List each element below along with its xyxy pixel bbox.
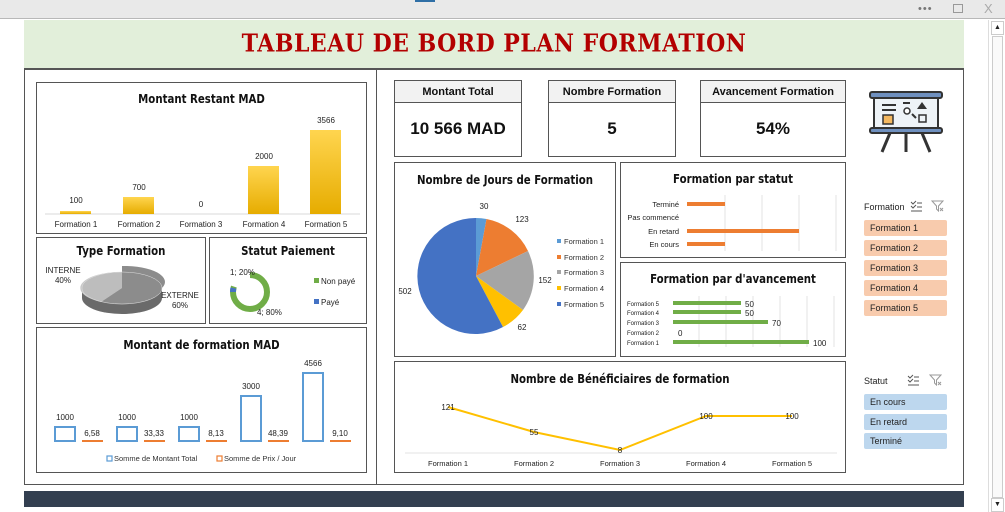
svg-text:121: 121 bbox=[441, 403, 455, 412]
svg-text:3566: 3566 bbox=[317, 116, 335, 125]
svg-text:Formation 1: Formation 1 bbox=[627, 341, 660, 347]
svg-text:EXTERNE: EXTERNE bbox=[161, 291, 199, 300]
svg-text:502: 502 bbox=[398, 287, 412, 296]
svg-text:1000: 1000 bbox=[118, 413, 136, 422]
active-tab-indicator[interactable] bbox=[415, 0, 435, 2]
svg-text:Formation 5: Formation 5 bbox=[304, 220, 348, 229]
svg-text:62: 62 bbox=[517, 323, 527, 332]
svg-text:Formation 2: Formation 2 bbox=[117, 220, 161, 229]
slicer-item-termine[interactable]: Terminé bbox=[864, 433, 947, 449]
svg-text:55: 55 bbox=[529, 428, 539, 437]
chart-title: Nombre de Jours de Formation bbox=[417, 173, 593, 187]
svg-text:Formation 4: Formation 4 bbox=[242, 220, 286, 229]
svg-text:100: 100 bbox=[699, 412, 713, 421]
chart-title: Formation par statut bbox=[673, 172, 793, 186]
kpi-value: 10 566 MAD bbox=[410, 119, 506, 138]
scroll-up-arrow-icon[interactable]: ▲ bbox=[991, 21, 1004, 35]
horizontal-bar-chart bbox=[621, 163, 847, 259]
svg-text:Somme de Montant Total: Somme de Montant Total bbox=[114, 454, 198, 463]
clear-filter-icon[interactable] bbox=[929, 374, 942, 386]
svg-text:100: 100 bbox=[785, 412, 799, 421]
svg-text:4566: 4566 bbox=[304, 359, 322, 368]
pie-3d-chart bbox=[37, 238, 207, 325]
slicer-statut-title: Statut bbox=[864, 376, 888, 386]
svg-text:9,10: 9,10 bbox=[332, 429, 348, 438]
slicer-item-formation-1[interactable]: Formation 1 bbox=[864, 220, 947, 236]
svg-text:48,39: 48,39 bbox=[267, 429, 289, 438]
chart-title: Montant de formation MAD bbox=[123, 338, 280, 352]
svg-text:Terminé: Terminé bbox=[652, 200, 679, 209]
kpi-value: 54% bbox=[755, 119, 791, 138]
window-titlebar bbox=[0, 0, 1005, 19]
kpi-label: Nombre Formation bbox=[549, 81, 675, 103]
svg-text:Formation 2: Formation 2 bbox=[513, 459, 555, 468]
chart-statut-paiement[interactable] bbox=[209, 237, 367, 324]
chart-title: Montant Restant MAD bbox=[138, 92, 265, 106]
svg-text:0: 0 bbox=[198, 200, 204, 209]
svg-text:123: 123 bbox=[515, 215, 529, 224]
svg-text:Formation 5: Formation 5 bbox=[627, 302, 660, 308]
svg-text:1; 20%: 1; 20% bbox=[230, 268, 255, 277]
svg-text:0: 0 bbox=[678, 329, 683, 338]
divider bbox=[376, 70, 377, 485]
chart-montant-restant[interactable] bbox=[36, 82, 367, 234]
clustered-bar-chart bbox=[37, 328, 368, 474]
svg-text:Formation 5: Formation 5 bbox=[771, 459, 813, 468]
chart-title: Formation par d'avancement bbox=[650, 272, 816, 286]
close-window-button[interactable]: X bbox=[984, 1, 993, 16]
svg-text:8: 8 bbox=[617, 446, 623, 455]
scrollbar-track[interactable] bbox=[992, 36, 1003, 498]
vertical-scrollbar[interactable] bbox=[988, 20, 1005, 512]
scroll-down-arrow-icon[interactable]: ▼ bbox=[991, 498, 1004, 512]
chart-formation-par-avancement[interactable] bbox=[620, 262, 846, 357]
svg-text:Formation 3: Formation 3 bbox=[179, 220, 223, 229]
svg-text:6,58: 6,58 bbox=[84, 429, 100, 438]
kpi-nombre-formation bbox=[548, 80, 676, 157]
chart-title: Type Formation bbox=[76, 244, 166, 258]
svg-text:Non payé: Non payé bbox=[321, 277, 356, 286]
svg-text:Payé: Payé bbox=[321, 298, 340, 307]
svg-text:152: 152 bbox=[538, 276, 552, 285]
kpi-label: Montant Total bbox=[395, 81, 521, 103]
multi-select-icon[interactable] bbox=[910, 200, 923, 212]
multi-select-icon[interactable] bbox=[907, 374, 920, 386]
svg-text:3000: 3000 bbox=[242, 382, 260, 391]
kpi-avancement-formation bbox=[700, 80, 846, 157]
svg-text:Formation 5: Formation 5 bbox=[564, 300, 605, 309]
slicer-item-formation-4[interactable]: Formation 4 bbox=[864, 280, 947, 296]
svg-text:60%: 60% bbox=[171, 301, 189, 310]
line-chart bbox=[395, 362, 847, 474]
kpi-value: 5 bbox=[607, 119, 617, 138]
chart-jours-formation[interactable] bbox=[394, 162, 616, 357]
svg-text:Formation 1: Formation 1 bbox=[427, 459, 469, 468]
svg-text:En retard: En retard bbox=[648, 227, 679, 236]
svg-text:700: 700 bbox=[132, 183, 146, 192]
chart-title: Nombre de Bénéficiaires de formation bbox=[510, 372, 730, 386]
chart-beneficiaires[interactable] bbox=[394, 361, 846, 473]
slicer-item-formation-5[interactable]: Formation 5 bbox=[864, 300, 947, 316]
slicer-item-en-retard[interactable]: En retard bbox=[864, 414, 947, 430]
svg-text:100: 100 bbox=[813, 339, 827, 348]
footer-bar bbox=[24, 491, 964, 507]
svg-text:Formation 4: Formation 4 bbox=[627, 311, 660, 317]
svg-text:50: 50 bbox=[745, 300, 754, 309]
slicer-item-formation-2[interactable]: Formation 2 bbox=[864, 240, 947, 256]
svg-text:Formation 2: Formation 2 bbox=[564, 253, 605, 262]
svg-text:40%: 40% bbox=[54, 276, 72, 285]
restore-window-icon[interactable] bbox=[953, 4, 963, 13]
kpi-montant-total bbox=[394, 80, 522, 157]
svg-text:Formation 3: Formation 3 bbox=[627, 321, 660, 327]
bar-chart bbox=[37, 83, 368, 235]
svg-text:Formation 2: Formation 2 bbox=[627, 331, 660, 337]
svg-text:En cours: En cours bbox=[649, 240, 679, 249]
page-title: TABLEAU DE BORD PLAN FORMATION bbox=[241, 29, 747, 59]
svg-text:Formation 4: Formation 4 bbox=[685, 459, 727, 468]
kpi-label: Avancement Formation bbox=[701, 81, 845, 103]
svg-text:4; 80%: 4; 80% bbox=[257, 308, 282, 317]
presentation-board-icon bbox=[866, 88, 946, 156]
svg-text:70: 70 bbox=[772, 319, 781, 328]
divider bbox=[24, 484, 964, 485]
svg-text:Formation 3: Formation 3 bbox=[599, 459, 641, 468]
svg-text:INTERNE: INTERNE bbox=[45, 266, 81, 275]
more-options-button[interactable]: ••• bbox=[918, 3, 933, 15]
svg-text:1000: 1000 bbox=[56, 413, 74, 422]
svg-text:1000: 1000 bbox=[180, 413, 198, 422]
svg-text:Formation 1: Formation 1 bbox=[564, 237, 605, 246]
chart-title: Statut Paiement bbox=[241, 244, 335, 258]
svg-text:Somme de Prix / Jour: Somme de Prix / Jour bbox=[224, 454, 297, 463]
svg-text:33,33: 33,33 bbox=[143, 429, 165, 438]
svg-text:100: 100 bbox=[69, 196, 83, 205]
slicer-item-formation-3[interactable]: Formation 3 bbox=[864, 260, 947, 276]
svg-text:Formation 1: Formation 1 bbox=[54, 220, 98, 229]
svg-text:2000: 2000 bbox=[255, 152, 273, 161]
doughnut-chart bbox=[210, 238, 368, 325]
svg-text:Pas commencé: Pas commencé bbox=[627, 213, 679, 222]
svg-text:8,13: 8,13 bbox=[208, 429, 224, 438]
slicer-item-en-cours[interactable]: En cours bbox=[864, 394, 947, 410]
horizontal-bar-chart bbox=[621, 263, 847, 358]
svg-text:Formation 4: Formation 4 bbox=[564, 284, 605, 293]
chart-montant-formation[interactable] bbox=[36, 327, 367, 473]
slicer-formation-title: Formation bbox=[864, 202, 905, 212]
chart-formation-par-statut[interactable] bbox=[620, 162, 846, 258]
svg-text:Formation 3: Formation 3 bbox=[564, 268, 605, 277]
pie-chart bbox=[395, 163, 617, 358]
dashboard-header bbox=[24, 20, 964, 70]
svg-text:30: 30 bbox=[479, 202, 489, 211]
clear-filter-icon[interactable] bbox=[931, 200, 944, 212]
chart-type-formation[interactable] bbox=[36, 237, 206, 324]
svg-text:50: 50 bbox=[745, 309, 754, 318]
